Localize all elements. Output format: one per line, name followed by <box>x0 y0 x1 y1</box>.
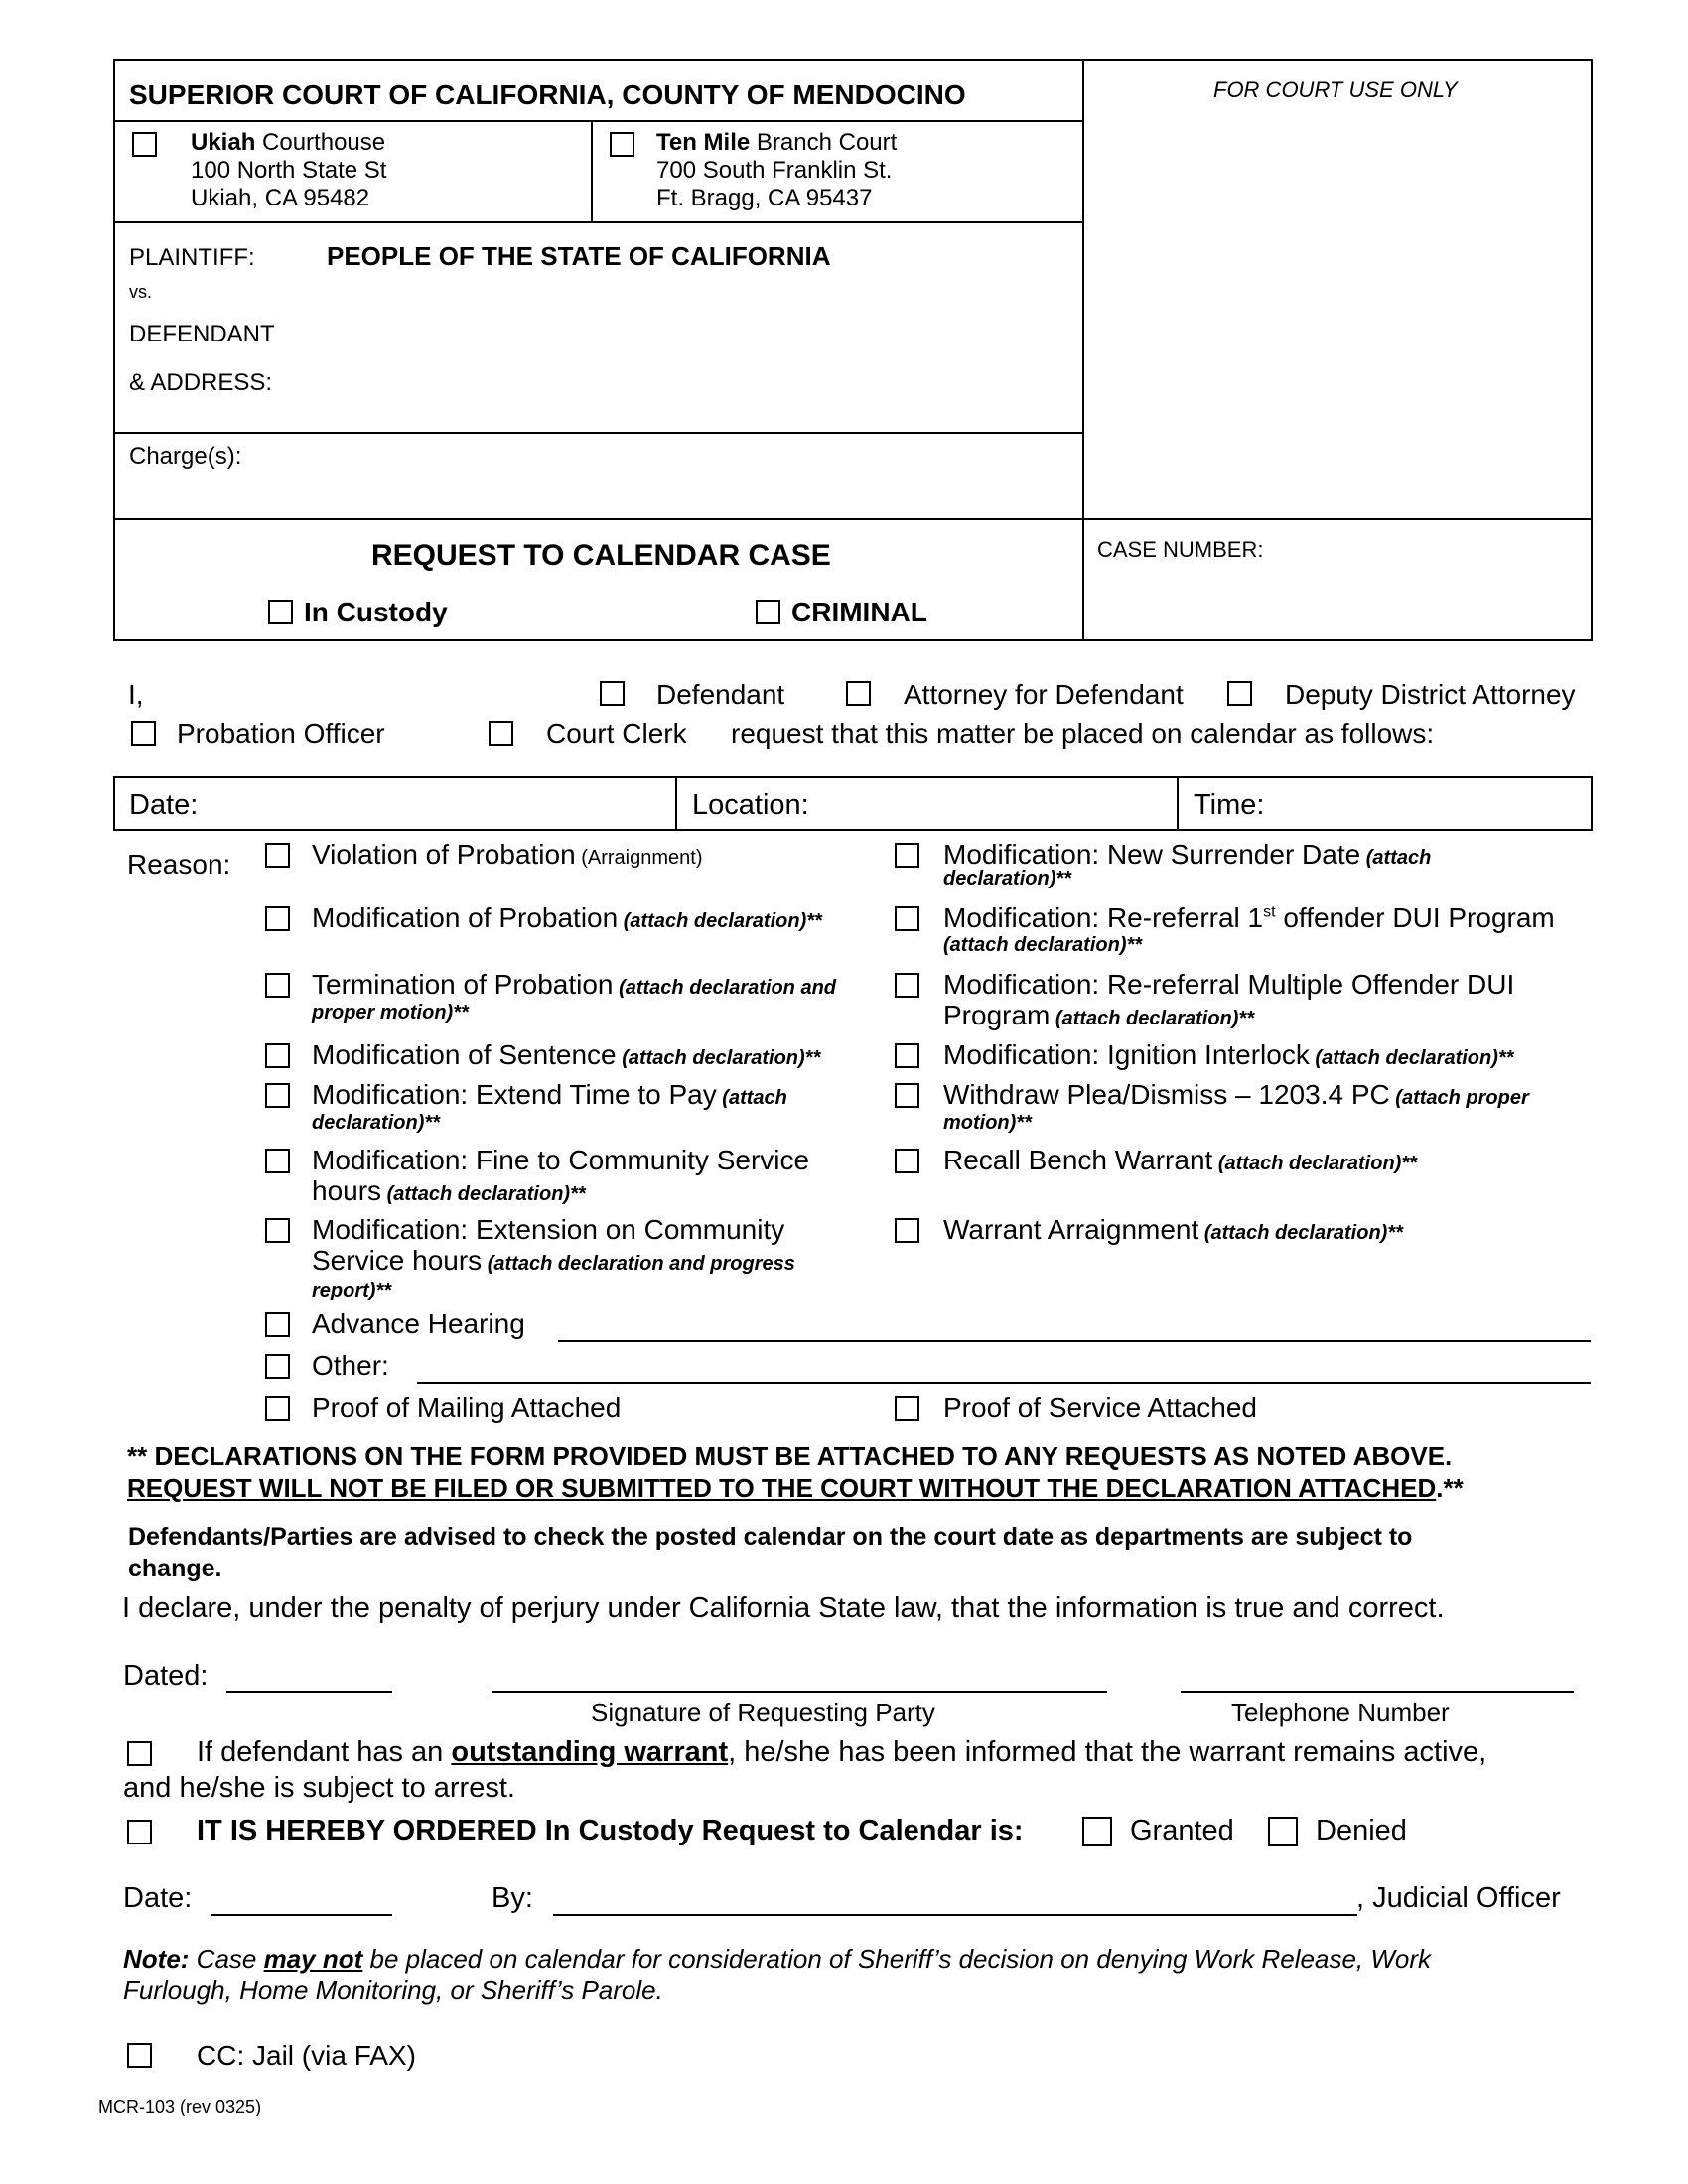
declaration-notice-1: ** DECLARATIONS ON THE FORM PROVIDED MUST BE ATTACHED TO ANY REQUESTS AS NOTED ABOVE. <box>127 1441 1453 1471</box>
schedule-divider-2 <box>1177 776 1179 831</box>
proof-mailing-label: Proof of Mailing Attached <box>312 1392 622 1423</box>
reason-left-0-checkbox[interactable] <box>265 843 290 868</box>
schedule-divider-1 <box>675 776 677 831</box>
ukiah-suffix: Courthouse <box>255 129 386 156</box>
reason-right-0: Modification: New Surrender Date (attach <box>943 839 1432 870</box>
advise-line-1: Defendants/Parties are advised to check the posted calendar on the court date as departments are subject to <box>128 1523 1413 1551</box>
advance-hearing-label: Advance Hearing <box>312 1308 525 1339</box>
phone-label: Telephone Number <box>1231 1698 1450 1727</box>
form-title: REQUEST TO CALENDAR CASE <box>371 539 831 572</box>
tenmile-courthouse <box>656 129 897 212</box>
perjury-statement: I declare, under the penalty of perjury under California State law, that the information is true and correct. <box>122 1592 1445 1624</box>
reason-left-3-checkbox[interactable] <box>265 1043 290 1068</box>
clerk-option: Court Clerk <box>546 718 687 749</box>
in-custody-checkbox[interactable] <box>268 600 293 624</box>
reason-left-6-checkbox[interactable] <box>265 1218 290 1243</box>
warrant-checkbox[interactable] <box>127 1741 152 1766</box>
other-checkbox[interactable] <box>265 1354 290 1379</box>
plaintiff-value: PEOPLE OF THE STATE OF CALIFORNIA <box>327 241 831 271</box>
order-checkbox[interactable] <box>127 1820 152 1844</box>
reason-right-6: Warrant Arraignment (attach declaration)** <box>943 1214 1403 1245</box>
case-number-label: CASE NUMBER: <box>1097 537 1264 562</box>
reason-right-4-note2: motion)** <box>943 1112 1032 1134</box>
ukiah-courthouse <box>191 129 386 212</box>
court-title: SUPERIOR COURT OF CALIFORNIA, COUNTY OF MENDOCINO <box>129 79 966 110</box>
reason-left-6: Modification: Extension on Community <box>312 1214 785 1245</box>
phone-line[interactable] <box>1181 1691 1574 1693</box>
header-rule-1 <box>113 120 1083 122</box>
signature-line[interactable] <box>492 1691 1107 1693</box>
warrant-line-1: If defendant has an outstanding warrant, he/she has been informed that the warrant remains active, <box>197 1736 1487 1768</box>
i-label: I, <box>128 679 144 710</box>
reason-right-0-note2: declaration)** <box>943 868 1071 889</box>
tenmile-suffix: Branch Court <box>750 129 898 156</box>
other-line[interactable] <box>417 1382 1591 1384</box>
reason-left-4-note2: declaration)** <box>312 1112 440 1134</box>
reason-right-6-checkbox[interactable] <box>895 1218 919 1243</box>
tenmile-line2: Ft. Bragg, CA 95437 <box>656 185 873 211</box>
schedule-time[interactable]: Time: <box>1194 789 1265 821</box>
reason-right-1-note2: (attach declaration)** <box>943 934 1143 956</box>
reason-right-0-checkbox[interactable] <box>895 843 919 868</box>
schedule-location[interactable]: Location: <box>692 789 809 821</box>
ukiah-line2: Ukiah, CA 95482 <box>191 185 370 211</box>
vs-label: vs. <box>129 282 153 302</box>
judicial-officer-label: , Judicial Officer <box>1356 1882 1561 1914</box>
courthouse-divider <box>591 120 593 222</box>
other-label: Other: <box>312 1350 389 1381</box>
reason-right-3: Modification: Ignition Interlock (attach declaration)** <box>943 1039 1514 1070</box>
denied-checkbox[interactable] <box>1268 1817 1298 1846</box>
reason-left-6-note2: report)** <box>312 1280 392 1301</box>
defendant-checkbox[interactable] <box>600 681 625 706</box>
proof-mailing-checkbox[interactable] <box>265 1396 290 1421</box>
note-line-2: Furlough, Home Monitoring, or Sheriff’s Parole. <box>123 1976 663 2005</box>
reason-right-2-checkbox[interactable] <box>895 973 919 998</box>
clerk-checkbox[interactable] <box>489 721 513 746</box>
reason-left-4: Modification: Extend Time to Pay (attach <box>312 1079 787 1110</box>
by-label: By: <box>492 1882 533 1914</box>
reason-right-4: Withdraw Plea/Dismiss – 1203.4 PC (attach proper <box>943 1079 1529 1110</box>
warrant-line-2: and he/she is subject to arrest. <box>123 1772 515 1804</box>
cc-label: CC: Jail (via FAX) <box>197 2040 416 2071</box>
schedule-date[interactable]: Date: <box>129 789 199 821</box>
signature-label: Signature of Requesting Party <box>591 1698 935 1727</box>
ukiah-name: Ukiah <box>191 129 256 156</box>
note-line-1: Note: Case may not be placed on calendar for consideration of Sheriff’s decision on denying Work Release, Work <box>123 1944 1432 1974</box>
criminal-checkbox[interactable] <box>756 600 780 624</box>
advance-hearing-checkbox[interactable] <box>265 1312 290 1337</box>
advance-hearing-line[interactable] <box>558 1340 1591 1342</box>
header-divider <box>1082 59 1084 641</box>
reason-left-3: Modification of Sentence (attach declaration)** <box>312 1039 821 1070</box>
reason-left-2-note2: proper motion)** <box>312 1002 469 1024</box>
reason-label: Reason: <box>127 849 231 880</box>
court-use-label: FOR COURT USE ONLY <box>1213 77 1458 102</box>
ukiah-checkbox[interactable] <box>132 132 157 157</box>
header-rule-3 <box>113 432 1083 434</box>
proof-service-checkbox[interactable] <box>895 1396 919 1421</box>
reason-left-5: Modification: Fine to Community Service <box>312 1145 810 1175</box>
reason-left-0: Violation of Probation (Arraignment) <box>312 839 703 870</box>
advise-line-2: change. <box>128 1555 222 1582</box>
reason-left-5-checkbox[interactable] <box>265 1149 290 1173</box>
order-date-label: Date: <box>123 1882 193 1914</box>
defendant-label: DEFENDANT <box>129 321 275 347</box>
reason-right-5: Recall Bench Warrant (attach declaration)** <box>943 1145 1417 1175</box>
form-id: MCR-103 (rev 0325) <box>98 2097 262 2116</box>
declaration-notice-2: REQUEST WILL NOT BE FILED OR SUBMITTED TO THE COURT WITHOUT THE DECLARATION ATTACHED.** <box>127 1473 1464 1503</box>
header-rule-2 <box>113 221 1083 223</box>
defendant-option: Defendant <box>656 679 785 710</box>
dda-option: Deputy District Attorney <box>1285 679 1576 710</box>
probation-option: Probation Officer <box>177 718 385 749</box>
dated-line[interactable] <box>226 1691 392 1693</box>
plaintiff-label: PLAINTIFF: <box>129 244 255 271</box>
probation-checkbox[interactable] <box>131 721 156 746</box>
in-custody-label: In Custody <box>304 597 448 627</box>
reason-left-6-line2: Service hours (attach declaration and progress <box>312 1245 795 1276</box>
ukiah-line1: 100 North State St <box>191 157 387 184</box>
dated-label: Dated: <box>123 1660 209 1692</box>
reason-right-5-checkbox[interactable] <box>895 1149 919 1173</box>
schedule-box <box>113 776 1593 831</box>
granted-label: Granted <box>1130 1815 1234 1846</box>
proof-service-label: Proof of Service Attached <box>943 1392 1257 1423</box>
reason-left-5-line2: hours (attach declaration)** <box>312 1175 586 1206</box>
reason-left-1: Modification of Probation (attach declaration)** <box>312 902 822 933</box>
by-line[interactable] <box>553 1914 1357 1916</box>
dda-checkbox[interactable] <box>1227 681 1252 706</box>
reason-left-1-checkbox[interactable] <box>265 906 290 931</box>
request-text: request that this matter be placed on calendar as follows: <box>731 718 1435 749</box>
reason-left-2: Termination of Probation (attach declaration and <box>312 969 837 1000</box>
header-rule-4 <box>113 518 1593 520</box>
address-label: & ADDRESS: <box>129 369 273 396</box>
reason-right-1-checkbox[interactable] <box>895 906 919 931</box>
order-text: IT IS HEREBY ORDERED In Custody Request to Calendar is: <box>197 1815 1024 1846</box>
charges-label: Charge(s): <box>129 443 242 470</box>
reason-right-2-line2: Program (attach declaration)** <box>943 1000 1254 1030</box>
reason-right-4-checkbox[interactable] <box>895 1083 919 1108</box>
attorney-checkbox[interactable] <box>846 681 871 706</box>
tenmile-checkbox[interactable] <box>610 132 634 157</box>
denied-label: Denied <box>1316 1815 1407 1846</box>
reason-right-3-checkbox[interactable] <box>895 1043 919 1068</box>
order-date-line[interactable] <box>211 1914 392 1916</box>
tenmile-name: Ten Mile <box>656 129 751 156</box>
reason-left-4-checkbox[interactable] <box>265 1083 290 1108</box>
attorney-option: Attorney for Defendant <box>904 679 1184 710</box>
reason-right-2: Modification: Re-referral Multiple Offender DUI <box>943 969 1515 1000</box>
reason-right-1: Modification: Re-referral 1st offender DUI Program <box>943 902 1555 933</box>
reason-left-2-checkbox[interactable] <box>265 973 290 998</box>
granted-checkbox[interactable] <box>1082 1817 1112 1846</box>
criminal-label: CRIMINAL <box>791 597 927 627</box>
cc-checkbox[interactable] <box>127 2043 152 2068</box>
tenmile-line1: 700 South Franklin St. <box>656 157 893 184</box>
